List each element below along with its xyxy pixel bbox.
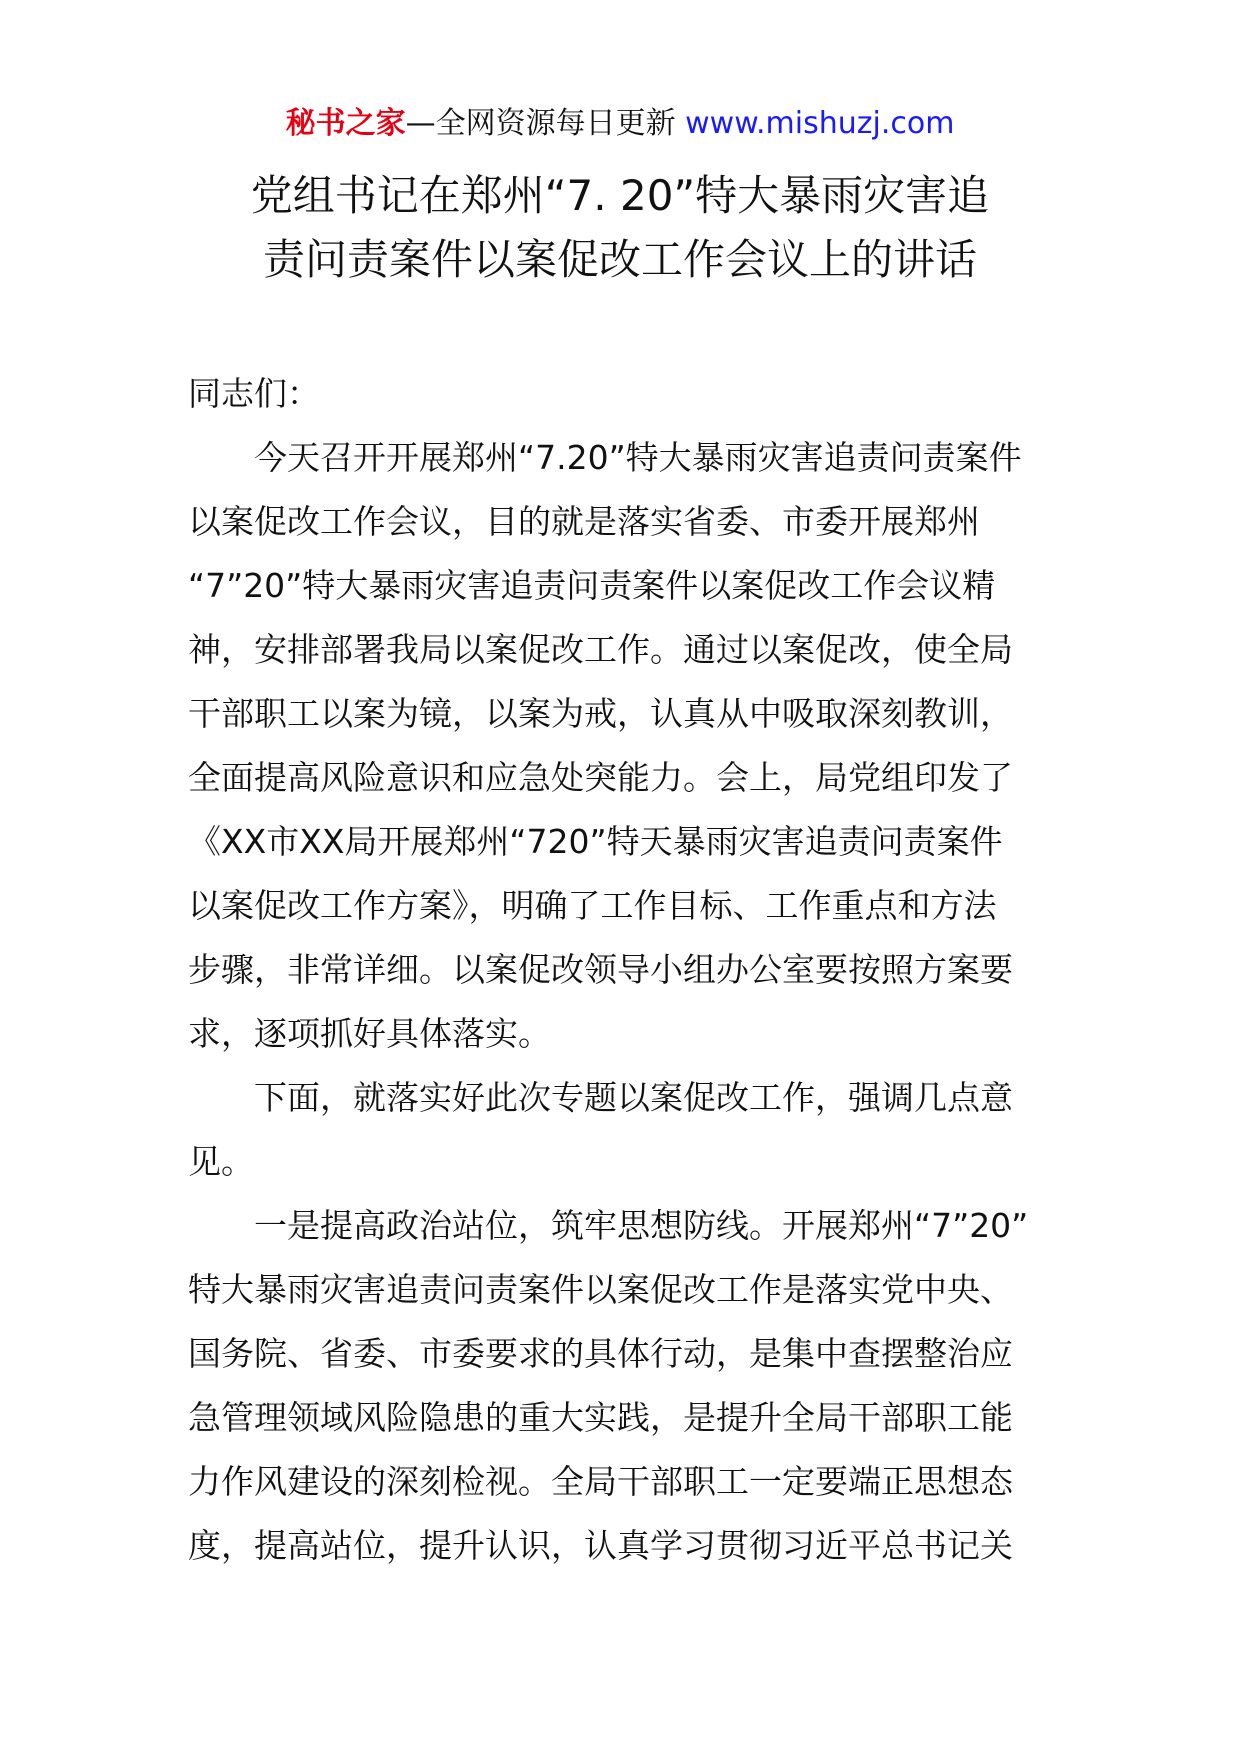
site-header [0,104,1240,144]
body-line: 下面，就落实好此次专题以案促改工作，强调几点意 [254,1078,1013,1117]
body-line: 《XX市XX局开展郑州“720”特天暴雨灾害追责问责案件 [188,822,1003,861]
body-line: “7”20”特大暴雨灾害追责问责案件以案促改工作会议精 [188,566,996,605]
body-line: 求，逐项抓好具体落实。 [188,1014,551,1053]
body-line: 国务院、省委、市委要求的具体行动，是集中查摆整治应 [188,1334,1013,1373]
body-line: 度，提高站位，提升认识，认真学习贯彻习近平总书记关 [188,1526,1013,1565]
site-brand: 秘书之家 [285,106,406,141]
body-line: 神，安排部署我局以案促改工作。通过以案促改，使全局 [188,630,1013,669]
body-line: 力作风建设的深刻检视。全局干部职工一定要端正思想态 [188,1462,1013,1501]
body-line: 急管理领域风险隐患的重大实践，是提升全局干部职工能 [188,1398,1013,1437]
body-line: 以案促改工作会议，目的就是落实省委、市委开展郑州 [188,502,980,541]
title-line-2: 责问责案件以案促改工作会议上的讲话 [262,235,977,284]
body-line: 干部职工以案为镜，以案为戒，认真从中吸取深刻教训， [188,694,1013,733]
body-line: 一是提高政治站位，筑牢思想防线。开展郑州“7”20” [254,1206,1029,1245]
body-line: 步骤，非常详细。以案促改领导小组办公室要按照方案要 [188,950,1013,989]
site-url-link[interactable]: www.mishuzj.com [685,106,955,141]
body-line: 以案促改工作方案》，明确了工作目标、工作重点和方法 [188,886,997,925]
site-slogan: —全网资源每日更新 [405,106,676,141]
body-line: 全面提高风险意识和应急处突能力。会上，局党组印发了 [188,758,1013,797]
body-line: 见。 [188,1142,254,1181]
body-line: 特大暴雨灾害追责问责案件以案促改工作是落实党中央、 [188,1270,1013,1309]
salutation-line: 同志们： [188,374,320,413]
title-line-1: 党组书记在郑州“7. 20”特大暴雨灾害追 [250,171,990,220]
document-title [0,164,1240,292]
document-body [188,362,1058,1578]
body-line: 今天召开开展郑州“7.20”特大暴雨灾害追责问责案件 [254,438,1022,477]
